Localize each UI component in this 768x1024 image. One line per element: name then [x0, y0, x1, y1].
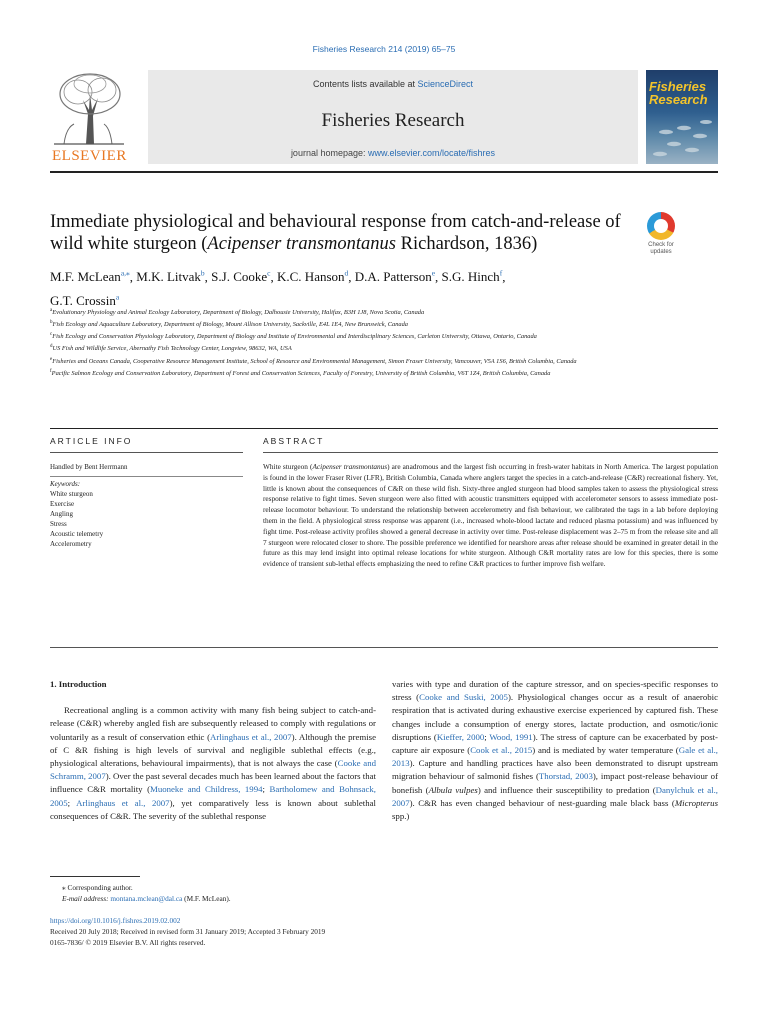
handled-by: Handled by Bent Herrmann	[50, 463, 128, 471]
citation-link[interactable]: Arlinghaus et al., 2007	[210, 731, 292, 742]
body-column-right	[392, 678, 718, 823]
section-divider	[50, 428, 718, 429]
crossmark-label: Check for updates	[648, 242, 674, 255]
journal-title: Fisheries Research	[321, 110, 465, 131]
title-text-2: Richardson, 1836)	[396, 234, 538, 254]
paragraph: varies with type and duration of the capture stressor, and on species-specific responses to stress (Cooke and Suski, 2005). Physiological changes occur as a result of anaerobic respiration that is activated during exhaustive exercise experienced by captured fish. These changes include a consumption of energy stores, lactate production, and osmotic/ionic disruptions (Kieffer, 2000; Wood, 1991). The stress of capture can be exacerbated by post-capture air exposure (Cook et al., 2015) and is mediated by water temperature (Gale et al., 2013). Capture and handling practices have also been demonstrated to disrupt upstream migration behaviour of salmonid fishes (Thorstad, 2003), impact post-release behaviour of bonefish (Albula vulpes) and influence their susceptibility to predation (Danylchuk et al., 2007). C&R has even changed behaviour of nest-guarding male black bass (Micropterus spp.)	[392, 679, 719, 822]
citation-link[interactable]: Cook et al., 2015	[470, 745, 533, 756]
keyword: Accelerometry	[50, 540, 92, 548]
keyword: White sturgeon	[50, 490, 93, 498]
keywords-label: Keywords:	[50, 480, 81, 488]
title-species: Acipenser transmontanus	[207, 234, 396, 254]
keywords-rule	[50, 476, 243, 477]
header-divider	[50, 171, 718, 173]
title-text-1: Immediate physiological and behavioural response from catch-and-release of wild white sturgeon (	[50, 212, 621, 254]
citation-link[interactable]: Kieffer, 2000	[436, 731, 485, 742]
elsevier-logo[interactable]	[50, 70, 128, 164]
abstract-bottom-rule	[50, 647, 718, 648]
author[interactable]: D.A. Patterson$^e$	[354, 269, 436, 285]
keyword: Acoustic telemetry	[50, 530, 104, 538]
author[interactable]: S.G. Hinch$^f$	[441, 269, 503, 285]
cover-title: Fisheries Research	[649, 79, 708, 107]
footnote-rule	[50, 876, 140, 877]
author[interactable]: K.C. Hanson$^d$	[277, 269, 349, 285]
author[interactable]: G.T. Crossin$^a$	[50, 292, 120, 308]
citation-link[interactable]: Arlinghaus et al., 2007	[76, 797, 170, 808]
body-column-left	[50, 678, 376, 823]
affiliation: $^a$Evolutionary Physiology and Animal Ecology Laboratory, Department of Biology, Dalhousie University, Halifax, B3H 1J8, Nova Scotia, Canada	[50, 308, 425, 317]
elsevier-wordmark: ELSEVIER	[52, 148, 127, 164]
citation-link[interactable]: Cooke and Schramm, 2007	[50, 758, 376, 782]
article-title	[50, 211, 630, 255]
article-info-heading: ARTICLE INFO	[50, 436, 133, 446]
contents-prefix: Contents lists available at	[312, 79, 418, 89]
citation-link[interactable]: Muoneke and Childress, 1994	[150, 784, 263, 795]
article-info-panel	[50, 462, 243, 549]
citation-link[interactable]: Gale et al., 2013	[392, 745, 718, 769]
masthead-banner	[148, 70, 638, 164]
section-heading-introduction: 1. Introduction	[50, 679, 107, 689]
homepage-link[interactable]: www.elsevier.com/locate/fishres	[368, 148, 496, 158]
keyword: Exercise	[50, 500, 75, 508]
received-dates: Received 20 July 2018; Received in revised form 31 January 2019; Accepted 3 February 2019	[50, 927, 326, 936]
masthead	[50, 70, 718, 164]
elsevier-tree-icon	[50, 70, 128, 146]
affiliation-list	[50, 306, 720, 379]
crossmark-icon	[647, 212, 675, 240]
corresponding-author-note: ⁎ Corresponding author.	[62, 883, 133, 892]
fish-school-icon	[646, 70, 718, 164]
affiliation: $^f$Pacific Salmon Ecology and Conservation Laboratory, Department of Forest and Conservation Sciences, Faculty of Forestry, University of British Columbia, V6T 1Z4, British Columbia, Canada	[50, 368, 551, 377]
citation-link[interactable]: Cooke and Suski, 2005	[419, 692, 508, 703]
author[interactable]: M.K. Litvak$^b$	[136, 269, 205, 285]
journal-reference[interactable]: Fisheries Research 214 (2019) 65–75	[312, 44, 456, 54]
footnote	[62, 882, 462, 904]
citation-link[interactable]: Wood, 1991	[489, 731, 533, 742]
abstract-text: White sturgeon (Acipenser transmontanus) are anadromous and the largest fish occurring in fresh-water habitats in North America. The largest population is found in the lower Fraser River (LFR), British Columbia, Canada where anglers target the species in a catch-and-release (C&R) recreational fishery. Yet, little is known about the consequences of C&R on these wild fish. Sixty-three angled sturgeon had blood samples taken to assess the physiological stress response relative to fight times. Seven sturgeon were also fitted with acoustic transmitters equipped with accelerometer sensors to assess immediate post-release locomotor behaviour. To understand the relationship between accelerometry and fish behaviour, we calibrated the tags in a lab before deploying them in the field. A physiological stress response was apparent (i.e., increased whole-blood lactate and reduced plasma potassium) and was influenced by fight time. Post-release activity profiles showed a general decrease in activity over time. Post-release displacement was 2–75 m from the release site and all 7 sturgeon were relocated closer to shore. The possible preference we identified for nearshore areas after release should be examined in greater detail in the future as this may lend insight into optimal release locations for white sturgeon. Although C&R mortality rates are low for this species, there is some evidence of transient sub-lethal effects emphasizing the need to refine C&R practices to further improve fish welfare.	[263, 462, 719, 569]
affiliation: $^d$US Fish and Wildlife Service, Abernathy Fish Technology Center, Longview, 98632, WA, USA	[50, 344, 292, 353]
abstract-rule	[263, 452, 718, 453]
article-info-rule	[50, 452, 243, 453]
citation-link[interactable]: Bartholomew and Bohnsack, 2005	[50, 784, 376, 808]
email-line: E-mail address: montana.mclean@dal.ca (M.F. McLean).	[62, 894, 231, 903]
sciencedirect-link[interactable]: ScienceDirect	[417, 79, 474, 89]
affiliation: $^e$Fisheries and Oceans Canada, Cooperative Resource Management Institute, School of Resource and Environmental Management, Simon Fraser University, Vancouver, V5A 1S6, British Columbia, Canada	[50, 356, 577, 365]
paragraph: Recreational angling is a common activity with many fish being subject to catch-and-release (C&R) whereby angled fish are subsequently released to comply with regulations or voluntarily as a result of conservation ethic (Arlinghaus et al., 2007). Although the premise of C &R fishing is high levels of survival and negligible sublethal effects (e.g., physiological alterations, behavioural impairments), that is not always the case (Cooke and Schramm, 2007). Over the past several decades much has been learned about the factors that influence C&R mortality (Muoneke and Childress, 1994; Bartholomew and Bohnsack, 2005; Arlinghaus et al., 2007), yet comparatively less is known about sublethal consequences of C&R. The severity of the sublethal response	[50, 705, 376, 821]
homepage-prefix: journal homepage:	[290, 148, 368, 158]
contents-line	[148, 79, 638, 89]
citation-link[interactable]: Thorstad, 2003	[538, 771, 593, 782]
journal-cover-image[interactable]	[646, 70, 718, 164]
doi-link[interactable]: https://doi.org/10.1016/j.fishres.2019.02.002	[50, 916, 181, 925]
citation-link[interactable]: Danylchuk et al., 2007	[392, 784, 718, 808]
author-list: M.F. McLean$^{a,⁎}$, M.K. Litvak$^b$, S.J. Cooke$^c$, K.C. Hanson$^d$, D.A. Patterson$^e$, S.G. Hinch$^f$, G.T. Crossin$^a$	[50, 269, 506, 308]
author[interactable]: S.J. Cooke$^c$	[211, 269, 271, 285]
homepage-line	[148, 148, 638, 158]
crossmark-button[interactable]	[644, 212, 678, 256]
affiliation: $^b$Fish Ecology and Aquaculture Laboratory, Department of Biology, Mount Allison University, Sackville, E4L 1E4, New Brunswick, Canada	[50, 320, 408, 329]
author[interactable]: M.F. McLean$^{a,⁎}$	[50, 269, 130, 285]
abstract-heading: ABSTRACT	[263, 436, 325, 446]
keyword: Angling	[50, 510, 73, 518]
email-link[interactable]: montana.mclean@dal.ca	[110, 894, 183, 903]
publication-info	[50, 915, 550, 948]
keyword: Stress	[50, 520, 67, 528]
affiliation: $^c$Fish Ecology and Conservation Physiology Laboratory, Department of Biology and Institute of Environmental and Interdisciplinary Sciences, Carleton University, Ottawa, Ontario, Canada	[50, 332, 537, 341]
copyright-line: 0165-7836/ © 2019 Elsevier B.V. All rights reserved.	[50, 938, 206, 947]
